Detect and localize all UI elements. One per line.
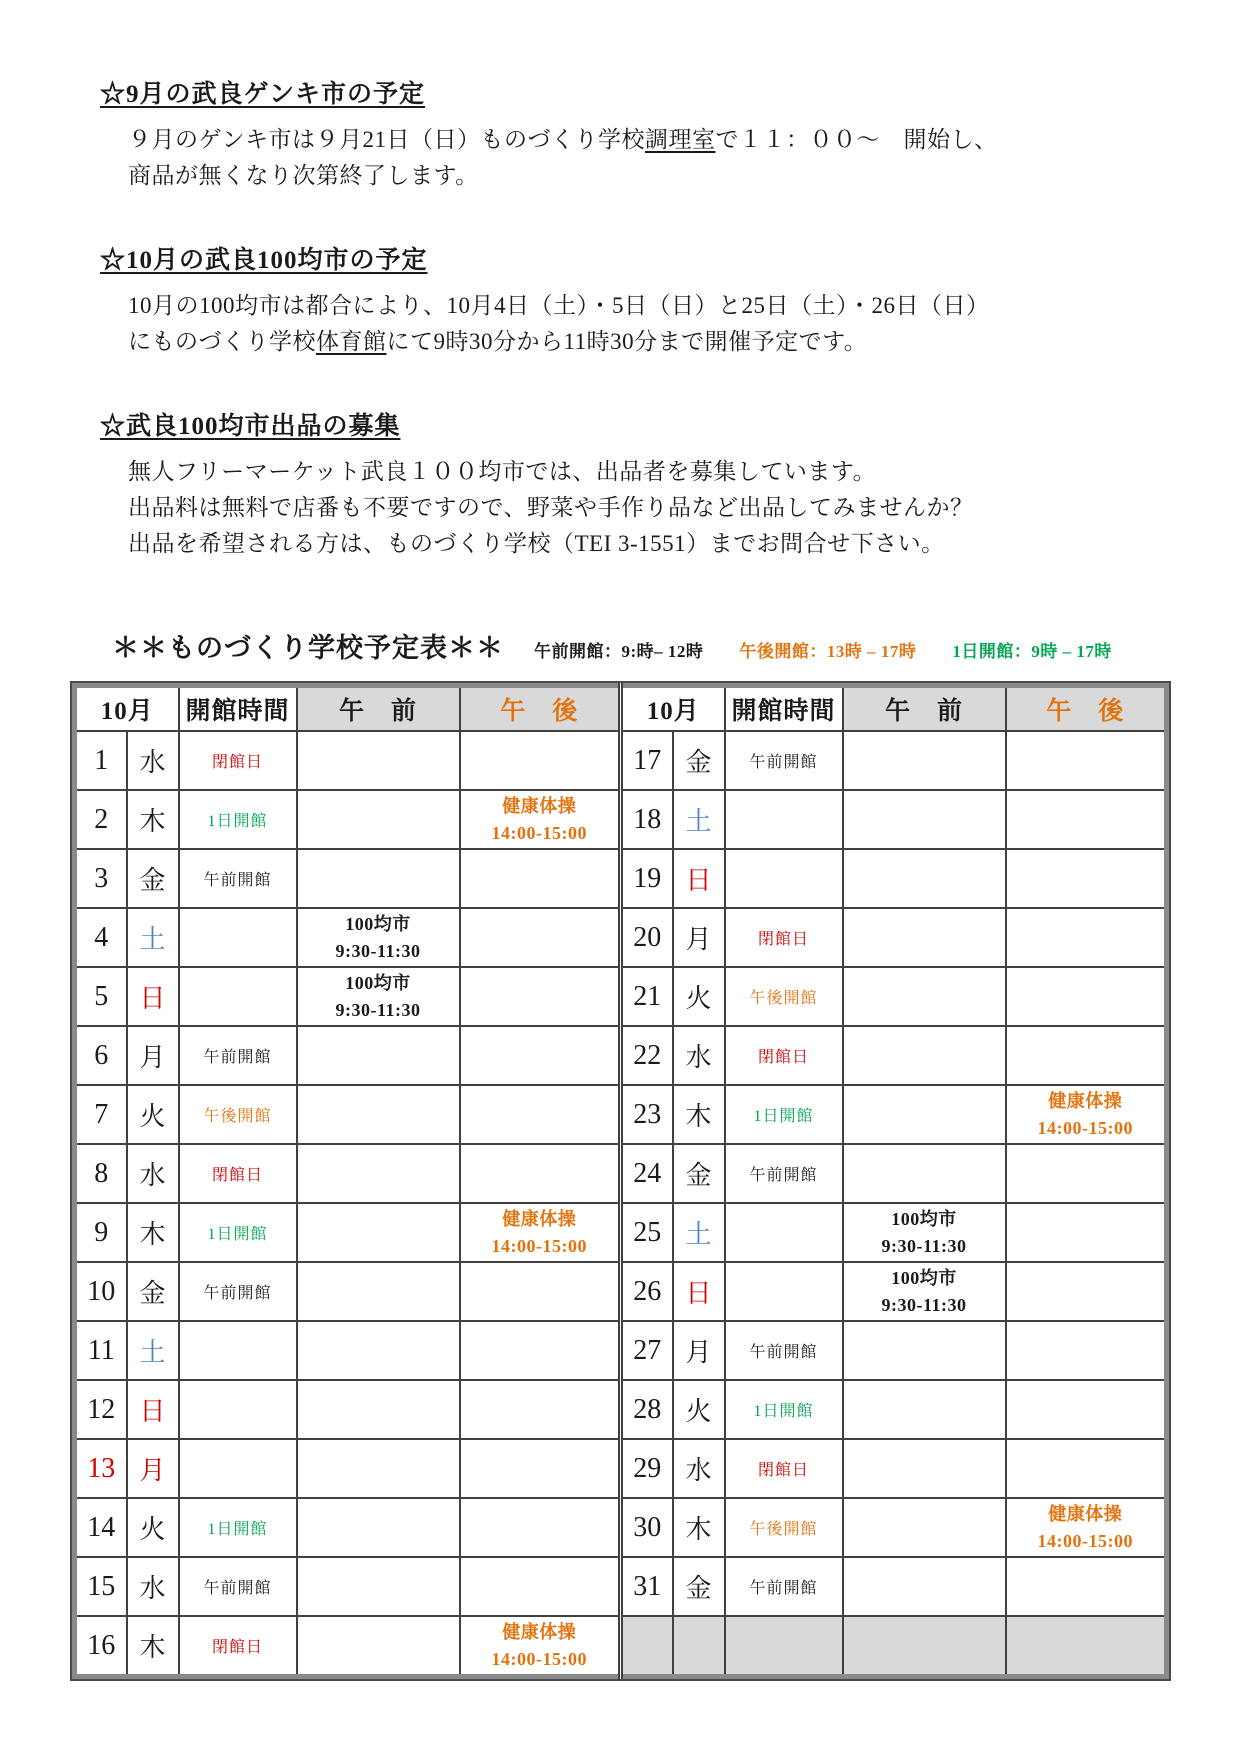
- section-title: ☆10月の武良100均市の予定: [100, 247, 428, 274]
- status-cell: [179, 1321, 297, 1380]
- section-text-line: [100, 288, 1181, 324]
- status-cell: 午前開館: [725, 1144, 843, 1203]
- morning-cell: [843, 1439, 1006, 1498]
- weekday-cell: 日: [127, 1380, 179, 1439]
- morning-cell: [297, 1616, 460, 1677]
- afternoon-cell: [1006, 1026, 1167, 1085]
- afternoon-cell: [460, 1203, 621, 1262]
- legend-item: 午後開館：13時 – 17時: [739, 642, 917, 661]
- day-cell: 25: [621, 1203, 673, 1262]
- weekday-cell: 水: [127, 731, 179, 790]
- calendar-row: [75, 1144, 1167, 1203]
- status-cell: 閉館日: [179, 1144, 297, 1203]
- day-cell: [621, 1616, 673, 1677]
- section-text-line: [100, 490, 1181, 526]
- afternoon-cell: [1006, 1380, 1167, 1439]
- morning-cell: [297, 1557, 460, 1616]
- morning-cell: [297, 908, 460, 967]
- weekday-cell: 金: [673, 1144, 725, 1203]
- event-text: 14:00-15:00: [1037, 1530, 1134, 1551]
- day-cell: 27: [621, 1321, 673, 1380]
- status-cell: 閉館日: [179, 1616, 297, 1677]
- weekday-cell: 月: [673, 1321, 725, 1380]
- morning-cell: [843, 1321, 1006, 1380]
- event-text: 健康体操: [502, 1622, 577, 1643]
- afternoon-cell: [1006, 1557, 1167, 1616]
- afternoon-cell: [1006, 908, 1167, 967]
- morning-cell: [297, 967, 460, 1026]
- status-cell: 1日開館: [725, 1380, 843, 1439]
- status-cell: 閉館日: [725, 1439, 843, 1498]
- event-text: 9:30-11:30: [335, 940, 421, 961]
- afternoon-cell: [460, 1498, 621, 1557]
- day-cell: 22: [621, 1026, 673, 1085]
- section-text-line: [100, 454, 1181, 490]
- text-segment: で１１：００～ 開始し、: [715, 127, 998, 152]
- day-cell: 6: [75, 1026, 127, 1085]
- event-text: 健康体操: [502, 1209, 577, 1230]
- weekday-cell: 土: [127, 908, 179, 967]
- calendar-row: [75, 1085, 1167, 1144]
- day-cell: 4: [75, 908, 127, 967]
- afternoon-cell: [1006, 1616, 1167, 1677]
- text-segment: にて9時30分から11時30分まで開催予定です。: [386, 329, 868, 354]
- event-text: 健康体操: [1048, 1504, 1123, 1525]
- status-cell: 1日開館: [179, 1203, 297, 1262]
- afternoon-cell: [1006, 1085, 1167, 1144]
- day-cell: 17: [621, 731, 673, 790]
- afternoon-cell: [1006, 849, 1167, 908]
- weekday-cell: 水: [673, 1439, 725, 1498]
- morning-cell: [843, 790, 1006, 849]
- event-text: 100均市: [891, 1268, 957, 1289]
- day-cell: 16: [75, 1616, 127, 1677]
- status-cell: 1日開館: [179, 1498, 297, 1557]
- event-text: 14:00-15:00: [1037, 1117, 1134, 1138]
- weekday-cell: 火: [127, 1085, 179, 1144]
- status-cell: 午前開館: [725, 1557, 843, 1616]
- afternoon-cell: [1006, 967, 1167, 1026]
- day-cell: 15: [75, 1557, 127, 1616]
- day-cell: 11: [75, 1321, 127, 1380]
- table-header-row: [75, 686, 1167, 732]
- afternoon-cell: [460, 1380, 621, 1439]
- weekday-cell: 月: [127, 1026, 179, 1085]
- status-cell: 午前開館: [179, 849, 297, 908]
- weekday-cell: 土: [127, 1321, 179, 1380]
- status-cell: 午後開館: [725, 1498, 843, 1557]
- status-cell: [179, 1439, 297, 1498]
- legend-item: 午前開館：9:時– 12時: [534, 642, 704, 661]
- status-cell: [179, 908, 297, 967]
- weekday-cell: 日: [127, 967, 179, 1026]
- afternoon-cell: [460, 1616, 621, 1677]
- morning-cell: [297, 1380, 460, 1439]
- section-text-line: [100, 526, 1181, 562]
- weekday-cell: 水: [127, 1557, 179, 1616]
- afternoon-cell: [1006, 1144, 1167, 1203]
- event-text: 健康体操: [502, 796, 577, 817]
- day-cell: 20: [621, 908, 673, 967]
- weekday-cell: 火: [673, 1380, 725, 1439]
- morning-cell: [843, 1085, 1006, 1144]
- weekday-cell: [673, 1616, 725, 1677]
- event-text: 9:30-11:30: [881, 1235, 967, 1256]
- weekday-cell: 木: [673, 1498, 725, 1557]
- afternoon-cell: [460, 908, 621, 967]
- weekday-cell: 火: [127, 1498, 179, 1557]
- morning-cell: [843, 908, 1006, 967]
- day-cell: 3: [75, 849, 127, 908]
- day-cell: 21: [621, 967, 673, 1026]
- header-afternoon: 午 後: [460, 686, 621, 732]
- day-cell: 23: [621, 1085, 673, 1144]
- calendar-row: [75, 849, 1167, 908]
- day-cell: 12: [75, 1380, 127, 1439]
- header-morning: 午 前: [297, 686, 460, 732]
- afternoon-cell: [460, 1262, 621, 1321]
- day-cell: 24: [621, 1144, 673, 1203]
- calendar-row: [75, 1380, 1167, 1439]
- day-cell: 2: [75, 790, 127, 849]
- afternoon-cell: [1006, 1203, 1167, 1262]
- schedule-heading: [112, 626, 1241, 665]
- weekday-cell: 木: [127, 1203, 179, 1262]
- afternoon-cell: [460, 1085, 621, 1144]
- day-cell: 9: [75, 1203, 127, 1262]
- text-segment: ９月のゲンキ市は９月21日（日）ものづくり学校: [128, 127, 646, 152]
- status-cell: 午前開館: [179, 1026, 297, 1085]
- morning-cell: [297, 731, 460, 790]
- calendar-row: [75, 1557, 1167, 1616]
- calendar-row: [75, 1321, 1167, 1380]
- calendar-row: [75, 1203, 1167, 1262]
- status-cell: 午前開館: [725, 1321, 843, 1380]
- text-segment: にものづくり学校: [128, 329, 316, 354]
- morning-cell: [843, 967, 1006, 1026]
- status-cell: 午前開館: [725, 731, 843, 790]
- section-text-line: [100, 324, 1181, 360]
- day-cell: 14: [75, 1498, 127, 1557]
- morning-cell: [843, 1557, 1006, 1616]
- morning-cell: [843, 1616, 1006, 1677]
- weekday-cell: 日: [673, 1262, 725, 1321]
- section-title: ☆武良100均市出品の募集: [100, 413, 401, 440]
- afternoon-cell: [460, 1321, 621, 1380]
- morning-cell: [297, 1439, 460, 1498]
- weekday-cell: 土: [673, 790, 725, 849]
- section-body: [100, 122, 1181, 194]
- notice-section: [100, 74, 1181, 194]
- weekday-cell: 木: [673, 1085, 725, 1144]
- status-cell: 午前開館: [179, 1262, 297, 1321]
- day-cell: 30: [621, 1498, 673, 1557]
- section-title: ☆9月の武良ゲンキ市の予定: [100, 81, 426, 108]
- day-cell: 7: [75, 1085, 127, 1144]
- morning-cell: [297, 1026, 460, 1085]
- notice-section: [100, 240, 1181, 360]
- header-open-hours: 開館時間: [179, 686, 297, 732]
- morning-cell: [843, 1144, 1006, 1203]
- weekday-cell: 金: [127, 849, 179, 908]
- morning-cell: [297, 1144, 460, 1203]
- header-afternoon: 午 後: [1006, 686, 1167, 732]
- section-body: [100, 288, 1181, 360]
- afternoon-cell: [1006, 1262, 1167, 1321]
- calendar-row: [75, 1439, 1167, 1498]
- text-segment: 商品が無くなり次第終了します。: [128, 163, 479, 188]
- day-cell: 29: [621, 1439, 673, 1498]
- morning-cell: [843, 1026, 1006, 1085]
- morning-cell: [297, 1203, 460, 1262]
- event-text: 100均市: [891, 1209, 957, 1230]
- morning-cell: [843, 849, 1006, 908]
- morning-cell: [297, 1262, 460, 1321]
- afternoon-cell: [1006, 1498, 1167, 1557]
- morning-cell: [297, 790, 460, 849]
- underlined-text: 体育館: [316, 329, 387, 354]
- header-month: 10月: [621, 686, 725, 732]
- morning-cell: [843, 1380, 1006, 1439]
- afternoon-cell: [1006, 1321, 1167, 1380]
- text-segment: 出品料は無料で店番も不要ですので、野菜や手作り品など出品してみませんか？: [128, 495, 974, 520]
- weekday-cell: 木: [127, 1616, 179, 1677]
- day-cell: 5: [75, 967, 127, 1026]
- header-morning: 午 前: [843, 686, 1006, 732]
- afternoon-cell: [460, 1439, 621, 1498]
- status-cell: 閉館日: [179, 731, 297, 790]
- weekday-cell: 土: [673, 1203, 725, 1262]
- day-cell: 1: [75, 731, 127, 790]
- schedule-table: [72, 683, 1169, 1679]
- calendar-row: [75, 908, 1167, 967]
- schedule-legend: [534, 637, 1112, 662]
- morning-cell: [297, 1085, 460, 1144]
- afternoon-cell: [1006, 1439, 1167, 1498]
- morning-cell: [843, 1262, 1006, 1321]
- weekday-cell: 金: [673, 1557, 725, 1616]
- status-cell: 閉館日: [725, 1026, 843, 1085]
- status-cell: 午後開館: [725, 967, 843, 1026]
- morning-cell: [297, 1321, 460, 1380]
- text-segment: 無人フリーマーケット武良１００均市では、出品者を募集しています。: [128, 459, 877, 484]
- day-cell: 31: [621, 1557, 673, 1616]
- day-cell: 10: [75, 1262, 127, 1321]
- weekday-cell: 火: [673, 967, 725, 1026]
- event-text: 100均市: [345, 914, 411, 935]
- status-cell: [725, 790, 843, 849]
- afternoon-cell: [460, 849, 621, 908]
- morning-cell: [297, 849, 460, 908]
- notice-sections: [0, 0, 1241, 562]
- status-cell: 午後開館: [179, 1085, 297, 1144]
- day-cell: 26: [621, 1262, 673, 1321]
- header-month: 10月: [75, 686, 179, 732]
- afternoon-cell: [460, 1144, 621, 1203]
- event-text: 9:30-11:30: [881, 1294, 967, 1315]
- event-text: 100均市: [345, 973, 411, 994]
- morning-cell: [297, 1498, 460, 1557]
- text-segment: 10月の100均市は都合により、10月4日（土）・5日（日）と25日（土）・26日（日）: [128, 293, 990, 318]
- afternoon-cell: [1006, 790, 1167, 849]
- weekday-cell: 月: [127, 1439, 179, 1498]
- afternoon-cell: [460, 790, 621, 849]
- weekday-cell: 木: [127, 790, 179, 849]
- header-open-hours: 開館時間: [725, 686, 843, 732]
- status-cell: [179, 967, 297, 1026]
- event-text: 健康体操: [1048, 1091, 1123, 1112]
- notice-section: [100, 406, 1181, 562]
- day-cell: 8: [75, 1144, 127, 1203]
- day-cell: 13: [75, 1439, 127, 1498]
- day-cell: 18: [621, 790, 673, 849]
- schedule-title: ＊＊ものづくり学校予定表＊＊: [112, 633, 504, 663]
- status-cell: [725, 1616, 843, 1677]
- event-text: 14:00-15:00: [491, 1648, 587, 1669]
- weekday-cell: 金: [673, 731, 725, 790]
- section-body: [100, 454, 1181, 562]
- status-cell: 午前開館: [179, 1557, 297, 1616]
- morning-cell: [843, 731, 1006, 790]
- status-cell: 1日開館: [725, 1085, 843, 1144]
- afternoon-cell: [460, 1557, 621, 1616]
- status-cell: [179, 1380, 297, 1439]
- calendar-row: [75, 1616, 1167, 1677]
- calendar-row: [75, 1262, 1167, 1321]
- weekday-cell: 水: [673, 1026, 725, 1085]
- status-cell: [725, 849, 843, 908]
- event-text: 14:00-15:00: [491, 822, 587, 843]
- afternoon-cell: [1006, 731, 1167, 790]
- afternoon-cell: [460, 731, 621, 790]
- event-text: 14:00-15:00: [491, 1235, 587, 1256]
- day-cell: 28: [621, 1380, 673, 1439]
- calendar-row: [75, 967, 1167, 1026]
- section-text-line: [100, 122, 1181, 158]
- text-segment: 出品を希望される方は、ものづくり学校（TEI 3-1551）までお問合せ下さい。: [128, 531, 945, 556]
- calendar-row: [75, 790, 1167, 849]
- calendar-row: [75, 731, 1167, 790]
- morning-cell: [843, 1498, 1006, 1557]
- status-cell: [725, 1203, 843, 1262]
- underlined-text: 調理室: [645, 127, 716, 152]
- calendar-row: [75, 1026, 1167, 1085]
- legend-item: 1日開館：9時 – 17時: [952, 642, 1112, 661]
- weekday-cell: 水: [127, 1144, 179, 1203]
- calendar-row: [75, 1498, 1167, 1557]
- weekday-cell: 日: [673, 849, 725, 908]
- morning-cell: [843, 1203, 1006, 1262]
- status-cell: 1日開館: [179, 790, 297, 849]
- status-cell: 閉館日: [725, 908, 843, 967]
- day-cell: 19: [621, 849, 673, 908]
- status-cell: [725, 1262, 843, 1321]
- event-text: 9:30-11:30: [335, 999, 421, 1020]
- section-text-line: [100, 158, 1181, 194]
- weekday-cell: 月: [673, 908, 725, 967]
- afternoon-cell: [460, 1026, 621, 1085]
- afternoon-cell: [460, 967, 621, 1026]
- weekday-cell: 金: [127, 1262, 179, 1321]
